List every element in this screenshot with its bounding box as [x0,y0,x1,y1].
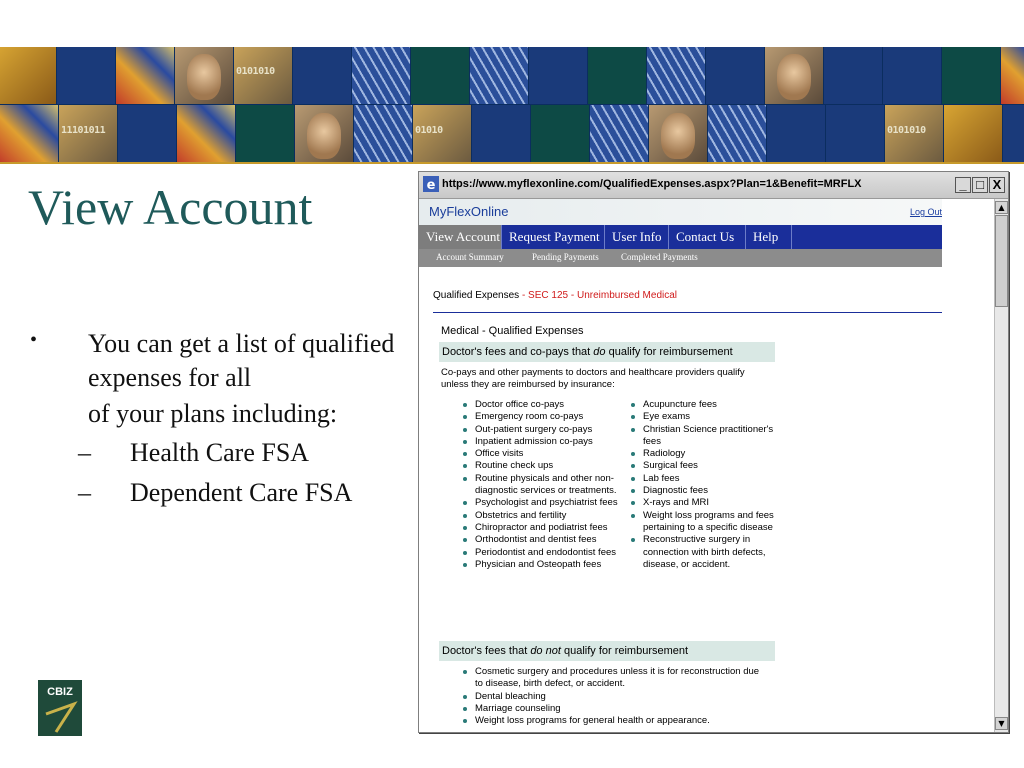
list-item-text: X-rays and MRI [643,497,709,509]
vertical-scrollbar[interactable] [994,199,1008,732]
sub-bullet-text: Dependent Care FSA [130,478,353,508]
banner-pattern-tile [647,47,705,104]
list-item [461,399,621,411]
list-item [461,497,621,509]
list-item-text: Weight loss programs and fees pertaining to a specific disease [643,509,774,533]
banner-pattern-tile [352,47,410,104]
not-qualify-heading-post: qualify for reimbursement [560,645,689,657]
list-item [461,436,621,448]
browser-viewport [419,199,994,732]
bullet-icon [463,477,467,481]
list-item-text: Out-patient surgery co-pays [475,423,593,435]
nav-help[interactable]: Help [746,225,792,249]
scroll-up-icon[interactable]: ▲ [995,201,1008,214]
subnav-completed-payments[interactable]: Completed Payments [621,252,698,262]
sub-bullet [30,436,425,470]
banner-digits: 0101010 [887,125,926,136]
svg-text:e: e [426,178,436,193]
bullet-icon [631,415,635,419]
list-item [629,460,774,472]
bullet-main [30,327,425,430]
banner-tile [824,47,882,104]
bullet-list [30,327,425,510]
banner-digits-tile [234,47,292,104]
list-item [461,703,761,715]
list-item [461,473,621,498]
bullet-icon [463,563,467,567]
banner-tile [472,105,530,163]
list-item-text: Cosmetic surgery and procedures unless it is for reconstruction due to disease, birth defect, or accident. [475,666,760,690]
close-button[interactable]: X [989,177,1005,193]
list-item-text: Chiropractor and podiatrist fees [475,521,608,533]
list-item [629,485,774,497]
banner-tile [531,105,589,163]
qualify-heading [439,342,775,362]
not-qualify-heading-em: do not [530,645,561,657]
list-item-text: Weight loss programs for general health or appearance. [475,715,710,727]
intro-text: Co-pays and other payments to doctors and healthcare providers qualify unless they are reimbursed by insurance: [441,367,745,390]
face-photo-icon [187,54,221,100]
subnav-pending-payments[interactable]: Pending Payments [532,252,599,262]
list-item-text: Office visits [475,448,524,460]
list-item-text: Lab fees [643,472,680,484]
list-item [461,411,621,423]
banner-tile [293,47,351,104]
list-item [461,522,621,534]
header-banner [0,47,1024,163]
main-nav [419,225,942,249]
banner-tile [118,105,176,163]
banner-digits: 0101010 [236,66,275,77]
banner-photo-tile [295,105,353,163]
list-item-text: Routine check ups [475,460,554,472]
bullet-main-text-line2: of your plans including: [88,398,338,428]
list-item [629,411,774,423]
qualify-heading-post: qualify for reimbursement [605,346,733,358]
bullet-icon [631,489,635,493]
list-item [461,534,621,546]
bullet-icon [631,403,635,407]
banner-digits-tile [885,105,943,163]
nav-view-account[interactable]: View Account [419,225,502,249]
logo-text: CBIZ [47,686,73,698]
list-item [461,448,621,460]
banner-photo-tile [175,47,233,104]
bullet-icon [631,501,635,505]
site-name[interactable]: MyFlexOnline [429,204,509,219]
banner-tile [236,105,294,163]
bullet-icon [463,526,467,530]
banner-pattern-tile [354,105,412,163]
bullet-icon [463,670,467,674]
site-header [419,199,942,225]
banner-rule [0,162,1024,164]
banner-tile [767,105,825,163]
banner-digits-tile [413,105,471,163]
bullet-icon [463,538,467,542]
bullet-icon [463,440,467,444]
bullet-icon [463,707,467,711]
banner-pattern-tile [590,105,648,163]
not-qualify-list [461,666,761,727]
list-item-text: Periodontist and endodontist fees [475,546,617,558]
banner-tile [942,47,1000,104]
list-item-text: Marriage counseling [475,702,561,714]
bullet-icon [463,695,467,699]
nav-request-payment[interactable]: Request Payment [502,225,605,249]
dash: – [78,478,91,508]
bullet-icon [463,514,467,518]
list-item-text: Orthodontist and dentist fees [475,534,597,546]
banner-photo-tile [649,105,707,163]
list-item [461,666,761,691]
list-item [629,534,774,571]
list-item [461,460,621,472]
scroll-thumb[interactable] [995,215,1008,307]
list-item [629,424,774,449]
bullet-icon [631,514,635,518]
list-item-text: Eye exams [643,411,690,423]
banner-tile [529,47,587,104]
slide-title: View Account [28,179,313,235]
list-item-text: Inpatient admission co-pays [475,435,593,447]
nav-contact-us[interactable]: Contact Us [669,225,746,249]
bullet-icon [463,403,467,407]
banner-tile [944,105,1002,163]
list-item [461,547,621,559]
bullet-icon [463,501,467,505]
qe-title-plan: - SEC 125 - Unreimbursed Medical [519,290,678,301]
bullet-icon [631,452,635,456]
section-label: Medical - Qualified Expenses [441,325,584,337]
banner-digits: 11101011 [61,125,106,136]
dash: – [78,438,91,468]
bullet-icon [631,428,635,432]
qe-title-main: Qualified Expenses [433,290,520,301]
banner-tile [411,47,469,104]
face-photo-icon [307,113,341,159]
list-item [629,399,774,411]
list-item-text: Emergency room co-pays [475,411,584,423]
browser-icon [422,175,440,193]
list-item [629,473,774,485]
list-item [461,691,761,703]
banner-tile [706,47,764,104]
list-item [629,448,774,460]
url-text: https://www.myflexonline.com/QualifiedExpenses.aspx?Plan=1&Benefit=MRFLX [442,178,862,190]
list-item-text: Dental bleaching [475,690,546,702]
maximize-button[interactable]: □ [972,177,988,193]
list-item-text: Acupuncture fees [643,399,717,410]
cbiz-logo [38,680,82,736]
qualify-list-right [629,399,774,571]
banner-art-tile [1001,47,1024,104]
banner-pattern-tile [470,47,528,104]
banner-digits-tile [59,105,117,163]
list-item [461,715,761,727]
face-photo-icon [777,54,811,100]
qualified-expenses-title [433,290,677,301]
bullet-icon [631,477,635,481]
sub-bullet-text: Health Care FSA [130,438,310,468]
bullet-icon [463,719,467,723]
browser-window [418,171,1009,733]
list-item-text: Christian Science practitioner's fees [643,423,774,447]
list-item-text: Obstetrics and fertility [475,509,567,521]
bullet-icon [463,551,467,555]
scroll-down-icon[interactable]: ▼ [995,717,1008,730]
banner-photo-tile [765,47,823,104]
sub-bullet [30,476,425,510]
not-qualify-heading [439,641,775,661]
browser-titlebar [419,172,1008,199]
list-item-text: Psychologist and psychiatrist fees [475,497,618,509]
logout-link[interactable]: Log Out [909,207,942,217]
qualify-list-left [461,399,621,571]
bullet-icon [631,538,635,542]
list-item [629,510,774,535]
list-item [461,424,621,436]
nav-user-info[interactable]: User Info [605,225,669,249]
list-item-text: Physician and Osteopath fees [475,558,602,570]
qualify-heading-em: do [593,346,606,358]
bullet-icon [463,428,467,432]
banner-art-tile [0,105,58,163]
bullet-icon [631,464,635,468]
banner-art-tile [177,105,235,163]
bullet-icon [463,464,467,468]
list-item-text: Diagnostic fees [643,485,708,497]
banner-tile [0,47,56,104]
list-item-text: Surgical fees [643,460,698,472]
not-qualify-heading-pre: Doctor's fees that [442,645,531,657]
bullet-icon [463,452,467,456]
list-item [461,559,621,571]
list-item-text: Routine physicals and other non-diagnostic services or treatments. [475,472,617,497]
banner-tile [57,47,115,104]
banner-tile [826,105,884,163]
minimize-button[interactable]: _ [955,177,971,193]
bullet-dot: • [30,329,38,351]
subnav-account-summary[interactable]: Account Summary [436,252,504,262]
list-item [629,497,774,509]
banner-tile [883,47,941,104]
banner-tile [588,47,646,104]
sub-nav [419,249,942,267]
banner-tile [1003,105,1024,163]
divider [433,312,942,313]
face-photo-icon [661,113,695,159]
list-item-text: Reconstructive surgery in connection with birth defects, disease, or accident. [643,534,766,570]
bullet-icon [463,415,467,419]
banner-digits: 01010 [415,125,443,136]
list-item [461,510,621,522]
list-item-text: Radiology [643,448,686,460]
list-item-text: Doctor office co-pays [475,399,565,410]
qualify-heading-pre: Doctor's fees and co-pays that [442,346,594,358]
banner-pattern-tile [708,105,766,163]
banner-art-tile [116,47,174,104]
bullet-main-text: You can get a list of qualified expenses for all [88,329,395,392]
logo-swoosh-icon [38,680,82,736]
